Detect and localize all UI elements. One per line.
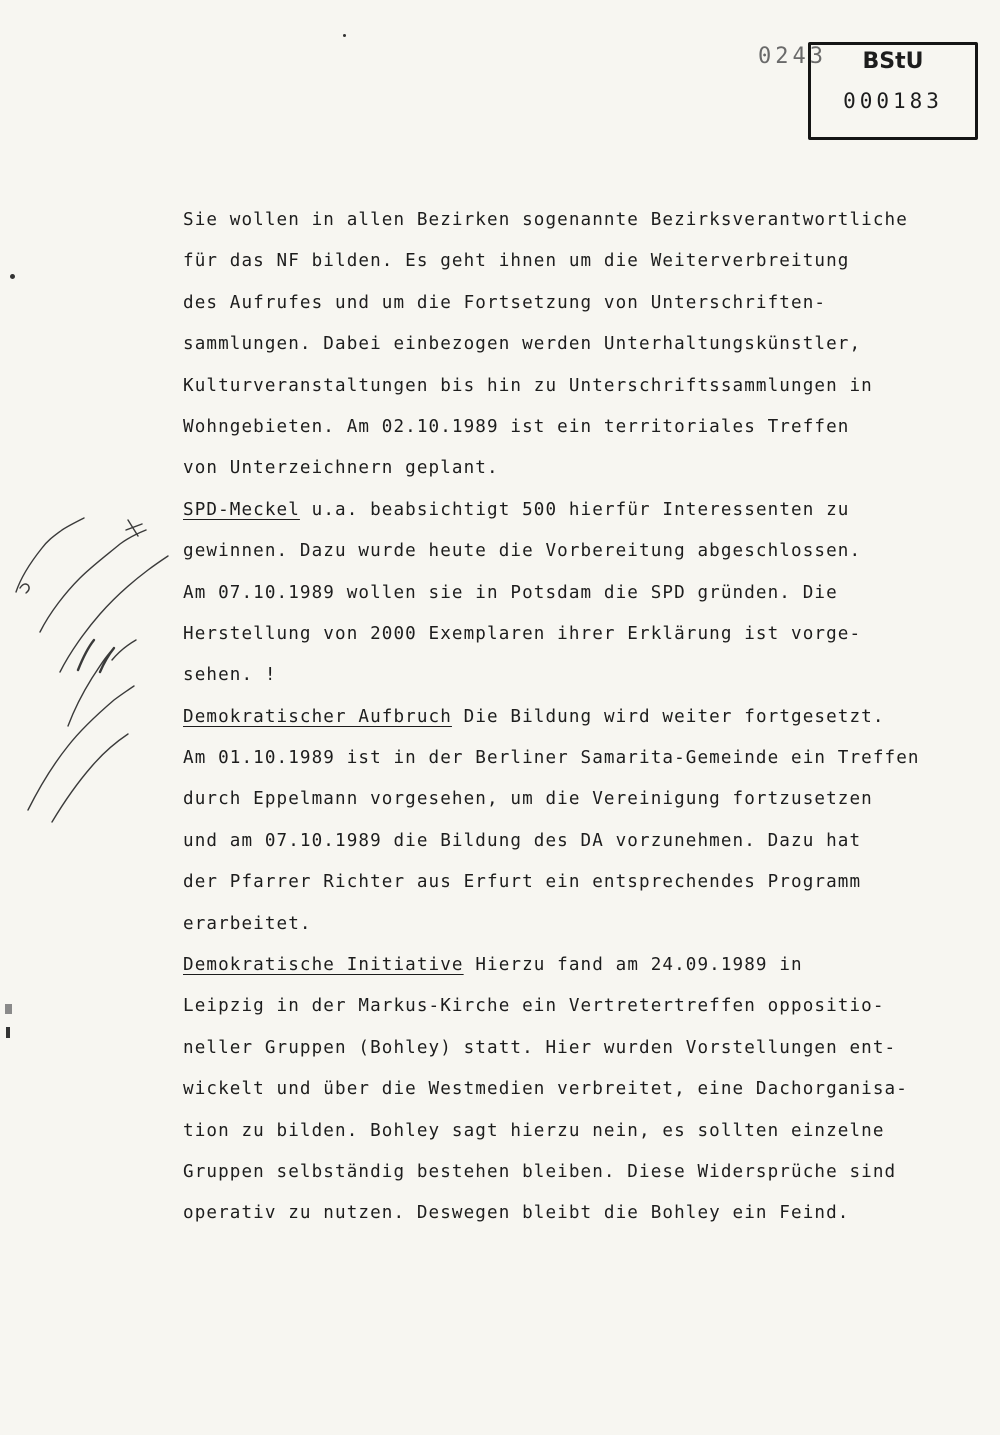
text-line <box>183 697 973 738</box>
text-line <box>183 490 973 531</box>
text-line-rest: Hierzu fand am 24.09.1989 in <box>463 955 803 976</box>
stamp-title: BStU <box>862 49 924 74</box>
text-line-rest: u.a. beabsichtigt 500 hierfür Interessenten zu <box>299 499 850 520</box>
text-line: gewinnen. Dazu wurde heute die Vorbereitung abgeschlossen. <box>183 541 862 562</box>
text-line: Sie wollen in allen Bezirken sogenannte Bezirksverantwortliche <box>183 210 908 230</box>
staple-mark-icon <box>4 1003 14 1039</box>
text-line: tion zu bilden. Bohley sagt hierzu nein, es sollten einzelne <box>183 1120 885 1141</box>
text-line: sammlungen. Dabei einbezogen werden Unterhaltungskünstler, <box>183 334 862 355</box>
paragraph-spd <box>183 490 973 697</box>
text-line: Leipzig in der Markus-Kirche ein Vertretertreffen oppositio- <box>183 996 885 1017</box>
text-line: von Unterzeichnern geplant. <box>183 458 499 479</box>
text-line: wickelt und über die Westmedien verbreitet, eine Dachorganisa- <box>183 1079 908 1100</box>
text-line: erarbeitet. <box>183 913 312 934</box>
text-line: für das NF bilden. Es geht ihnen um die Weiterverbreitung <box>183 251 850 272</box>
paragraph-nf <box>183 200 973 490</box>
section-heading-demokratische-initiative: Demokratische Initiative <box>183 955 464 976</box>
text-line <box>183 945 973 986</box>
section-heading-demokratischer-aufbruch: Demokratischer Aufbruch <box>183 706 452 727</box>
stamp-number: 000183 <box>843 89 943 113</box>
punch-mark <box>343 34 346 37</box>
page-number: 0243 <box>758 44 827 69</box>
punch-mark <box>10 274 15 279</box>
text-line: Am 07.10.1989 wollen sie in Potsdam die SPD gründen. Die <box>183 582 838 603</box>
paragraph-di <box>183 945 973 1235</box>
paragraph-da <box>183 697 973 945</box>
handwriting-icon <box>8 500 178 840</box>
text-line: Herstellung von 2000 Exemplaren ihrer Erklärung ist vorge- <box>183 623 862 644</box>
bstu-archive-stamp <box>808 42 978 140</box>
text-line: Wohngebieten. Am 02.10.1989 ist ein territoriales Treffen <box>183 416 850 437</box>
text-line-rest: Die Bildung wird weiter fortgesetzt. <box>451 706 885 727</box>
document-body <box>183 200 973 1235</box>
text-line: sehen. ! <box>183 665 277 686</box>
text-line: des Aufrufes und um die Fortsetzung von Unterschriften- <box>183 292 827 313</box>
text-line: und am 07.10.1989 die Bildung des DA vorzunehmen. Dazu hat <box>183 830 862 851</box>
text-line: Gruppen selbständig bestehen bleiben. Diese Widersprüche sind <box>183 1161 897 1182</box>
text-line: neller Gruppen (Bohley) statt. Hier wurden Vorstellungen ent- <box>183 1037 897 1058</box>
handwritten-margin-note <box>8 500 178 840</box>
text-line: Kulturveranstaltungen bis hin zu Unterschriftssammlungen in <box>183 375 873 396</box>
text-line: der Pfarrer Richter aus Erfurt ein entsprechendes Programm <box>183 872 862 893</box>
text-line: Am 01.10.1989 ist in der Berliner Samarita-Gemeinde ein Treffen <box>183 748 920 769</box>
text-line: durch Eppelmann vorgesehen, um die Vereinigung fortzusetzen <box>183 789 873 810</box>
text-line: operativ zu nutzen. Deswegen bleibt die Bohley ein Feind. <box>183 1203 850 1224</box>
section-heading-spd-meckel: SPD-Meckel <box>183 499 300 520</box>
